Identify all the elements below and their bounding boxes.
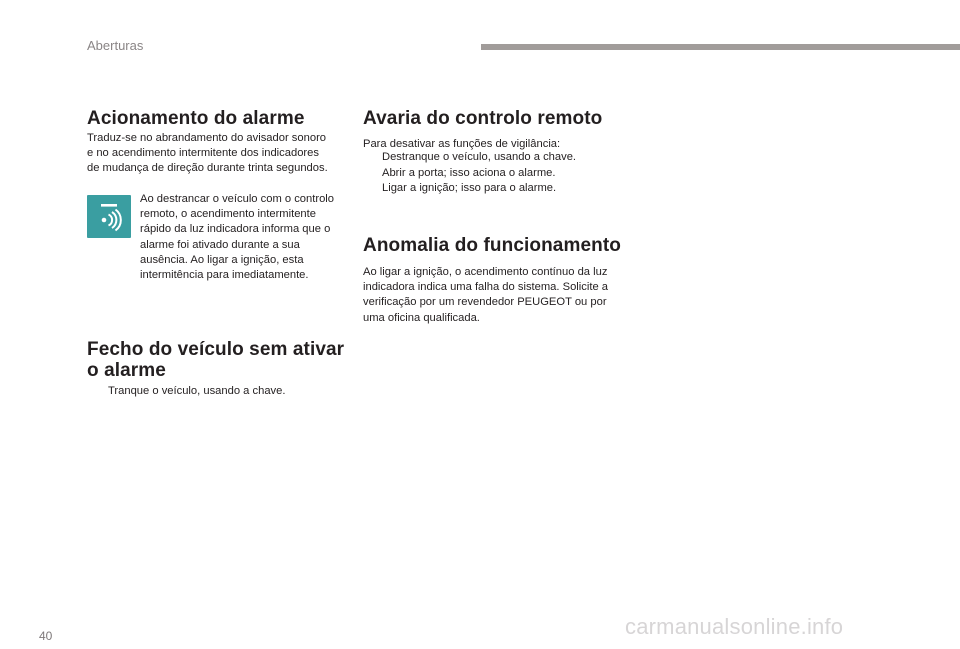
alarm-activation-note: Ao destrancar o veículo com o controlo remoto, o acendimento intermitente rápido da luz indicadora informa que o alarme foi ativado durante a sua ausência. Ao ligar a ignição, esta intermitência para imediatamente. xyxy=(140,193,335,282)
alarm-activation-heading: Acionamento do alarme xyxy=(87,108,305,129)
section-title: Aberturas xyxy=(87,38,144,53)
lock-without-alarm-heading: Fecho do veículo sem ativar o alarme xyxy=(87,339,345,381)
list-item xyxy=(364,181,576,197)
step-text: Ligar a ignição; isso para o alarme. xyxy=(382,182,557,194)
alarm-activation-intro: Traduz-se no abrandamento do avisador sonoro e no acendimento intermitente dos indicadores de mudança de direção durante trinta segundos. xyxy=(87,132,328,175)
lock-without-alarm-steps xyxy=(90,384,285,400)
step-text: Abrir a porta; isso aciona o alarme. xyxy=(382,166,556,179)
list-item xyxy=(90,384,285,400)
watermark: carmanualsonline.info xyxy=(625,614,844,639)
header-bar xyxy=(481,44,960,50)
alarm-indicator-icon xyxy=(87,195,131,238)
page-number: 40 xyxy=(39,629,53,643)
malfunction-text: Ao ligar a ignição, o acendimento contínuo da luz indicadora indica uma falha do sistema. Solicite a verificação por um revendedor PEUGEOT ou por uma oficina qualificada. xyxy=(363,266,609,324)
remote-failure-steps xyxy=(364,150,576,197)
step-text: Destranque o veículo, usando a chave. xyxy=(382,151,577,163)
list-item xyxy=(364,150,576,166)
malfunction-heading: Anomalia do funcionamento xyxy=(363,235,621,256)
remote-failure-intro: Para desativar as funções de vigilância: xyxy=(363,138,561,150)
remote-failure-heading: Avaria do controlo remoto xyxy=(363,108,603,129)
list-item xyxy=(364,166,576,182)
step-text: Tranque o veículo, usando a chave. xyxy=(108,385,286,397)
